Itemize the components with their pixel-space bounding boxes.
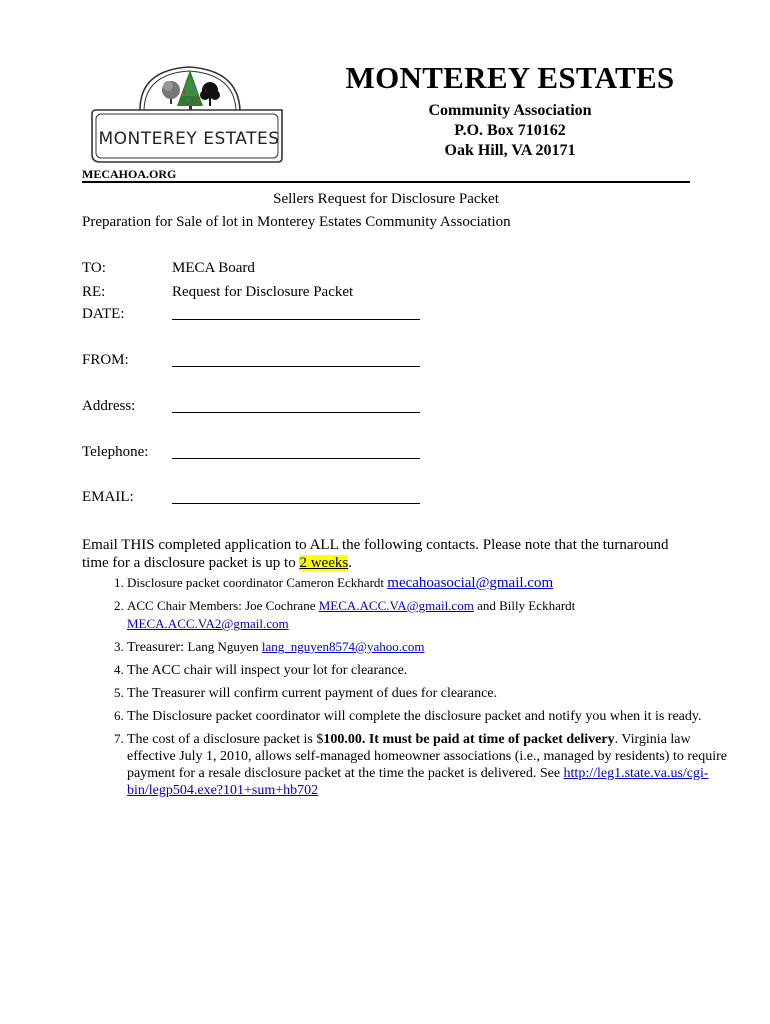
city-state-zip: Oak Hill, VA 20171 (444, 142, 576, 159)
address-field[interactable] (172, 412, 420, 413)
date-label: DATE: (82, 306, 125, 322)
item1-text: Disclosure packet coordinator Cameron Eckhardt (127, 575, 388, 590)
telephone-label: Telephone: (82, 444, 149, 460)
email-link-acc2[interactable]: MECA.ACC.VA2@gmail.com (127, 616, 289, 631)
from-field[interactable] (172, 366, 420, 367)
address-label: Address: (82, 398, 136, 414)
list-item (127, 730, 727, 799)
list-item: 6. The Disclosure packet coordinator will complete the disclosure packet and notify you when it is ready. (127, 707, 727, 725)
item2-mid: and Billy Eckhardt (473, 598, 576, 613)
intro-text: Email THIS completed application to ALL the following contacts. Please note that the turnaround time for a disclosure packet is up to (82, 537, 669, 571)
list-item (127, 597, 727, 633)
contacts-list (82, 574, 727, 804)
po-box: P.O. Box 710162 (454, 122, 566, 139)
date-field[interactable] (172, 319, 420, 320)
list-item: 4. The ACC chair will inspect your lot for clearance. (127, 661, 727, 679)
item7-after: . Virginia law effective July 1, 2010, allows self-managed homeowner associations (i.e., managed by residents) to require payment for a resale disclosure packet at the time the packet is delivered. See (127, 732, 728, 781)
email-field[interactable] (172, 503, 420, 504)
item7-text: The cost of a disclosure packet is $ (127, 732, 324, 747)
form-title: Sellers Request for Disclosure Packet (273, 191, 499, 207)
org-subtitle: Community Association (428, 102, 592, 119)
instructions-intro (82, 536, 692, 572)
item3-label: Treasurer: (127, 640, 188, 655)
email-label: EMAIL: (82, 489, 134, 505)
item2-text: ACC Chair Members: Joe Cochrane (127, 598, 319, 613)
telephone-field[interactable] (172, 458, 420, 459)
item7-bold: 100.00. It must be paid at time of packet delivery (323, 732, 615, 747)
email-link-social[interactable]: mecahoasocial@gmail.com (387, 575, 554, 591)
monterey-estates-logo (82, 62, 296, 172)
email-link-acc1[interactable]: MECA.ACC.VA@gmail.com (318, 598, 474, 613)
tree-icon (162, 81, 180, 104)
to-label: TO: (82, 260, 106, 276)
list-item (127, 574, 727, 592)
website-label: MECAHOA.ORG (82, 167, 177, 181)
org-title: MONTEREY ESTATES (345, 60, 675, 95)
item3-name: Lang Nguyen (187, 639, 262, 654)
re-value: Request for Disclosure Packet (172, 284, 354, 300)
pine-tree-icon (177, 70, 203, 110)
intro-period: . (348, 555, 352, 571)
logo-text: MONTEREY ESTATES (98, 129, 280, 149)
turnaround-highlight: 2 weeks (299, 555, 349, 571)
to-value: MECA Board (172, 260, 255, 276)
preparation-line: Preparation for Sale of lot in Monterey Estates Community Association (82, 214, 511, 230)
oak-tree-icon (200, 82, 220, 106)
re-label: RE: (82, 284, 106, 300)
header-divider (82, 181, 690, 183)
email-link-treasurer[interactable]: lang_nguyen8574@yahoo.com (261, 639, 425, 654)
list-item (127, 638, 727, 656)
list-item: 5. The Treasurer will confirm current payment of dues for clearance. (127, 684, 727, 702)
from-label: FROM: (82, 352, 129, 368)
va-law-link[interactable]: http://leg1.state.va.us/cgi-bin/legp504.exe?101+sum+hb702 (127, 766, 709, 798)
